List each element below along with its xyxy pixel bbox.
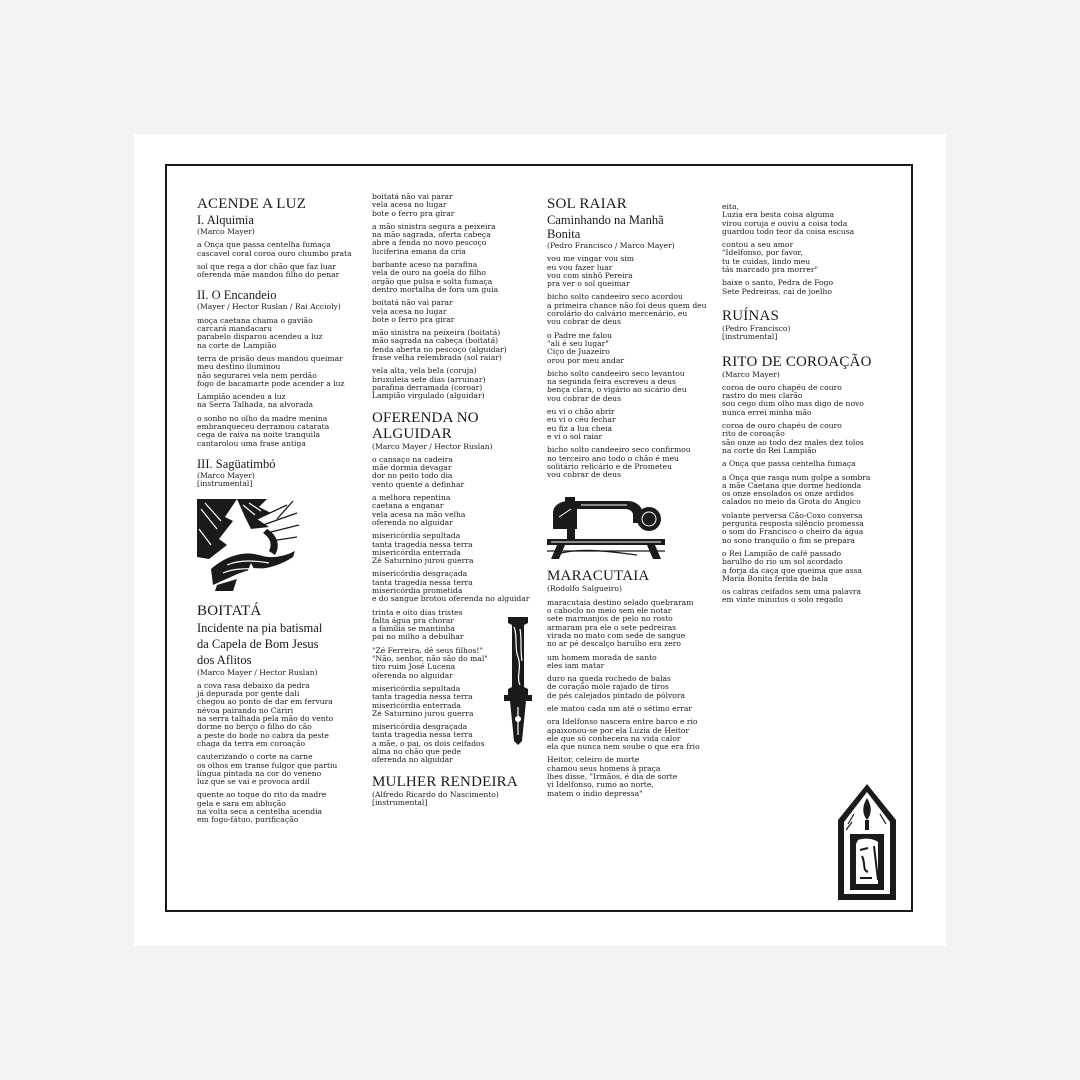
text-line: Heitor, celeiro de morte bbox=[547, 755, 640, 765]
bird-woodcut bbox=[197, 499, 301, 591]
text-line: boitatá não vai parar bbox=[372, 192, 453, 201]
text-line: na corte de Lampião bbox=[197, 340, 277, 350]
stanza bbox=[722, 474, 887, 507]
text-line: no ar pé descalço barulho era zero bbox=[547, 639, 681, 649]
text-line: orou por meu andar bbox=[547, 355, 624, 365]
stanza bbox=[722, 203, 887, 236]
credit: (Marco Mayer) bbox=[197, 470, 255, 480]
song-title: RUÍNAS bbox=[722, 307, 780, 324]
text-line: caetana a enganar bbox=[372, 501, 444, 511]
text-line: misericórdia desgraçada bbox=[372, 722, 468, 732]
song-title: MULHER RENDEIRA bbox=[372, 773, 518, 790]
text-line: barulho do rio um sol acordado bbox=[722, 557, 843, 567]
stanza bbox=[372, 329, 537, 362]
candle-face-woodcut bbox=[838, 784, 896, 900]
text-line: névoa pairando no Cariri bbox=[197, 705, 294, 715]
text-line: misericórdia desgraçada bbox=[372, 569, 468, 579]
text-line: oferenda no alguidar bbox=[372, 517, 453, 527]
stanza bbox=[547, 756, 715, 797]
text-line: guardou todo teor da coisa escusa bbox=[722, 226, 855, 236]
text-line: ALGUIDAR bbox=[372, 425, 452, 442]
text-line: vela acesa no lugar bbox=[372, 306, 447, 316]
text-line: virou coruja e ouviu a coisa toda bbox=[722, 218, 848, 228]
stanza bbox=[722, 550, 887, 583]
text-line: bruxuleia sete dias (arruinar) bbox=[372, 374, 486, 384]
text-line: matem o índio depressa" bbox=[547, 788, 643, 798]
text-line: corolário do calvário mercenário, eu bbox=[547, 309, 688, 319]
text-line: vela de ouro na goela do filho bbox=[372, 268, 486, 278]
text-line: eu vi o chão abrir bbox=[547, 407, 615, 417]
text-line: na corte do Rei Lampião bbox=[722, 445, 817, 455]
text-line: os cabras ceifados sem uma palavra bbox=[722, 587, 862, 597]
text-line: dos Aflitos bbox=[197, 652, 252, 667]
text-line: eu vou fazer luar bbox=[547, 262, 613, 272]
text-line: a mãe, o pai, os dois ceifados bbox=[372, 738, 485, 748]
text-line: coroa de ouro chapéu de couro bbox=[722, 382, 842, 392]
text-line: a forja da caça que queima que assa bbox=[722, 565, 863, 575]
text-line: tanta tragedia nessa terra bbox=[372, 692, 473, 702]
text-line: "Não, senhor, não são do mal" bbox=[372, 654, 488, 664]
text-line: no sono tranquilo o fim se prepara bbox=[722, 535, 855, 545]
text-line: carcará mandacaru bbox=[197, 324, 273, 334]
text-line: a mãe Caetana que dorme hedionda bbox=[722, 480, 862, 490]
text-line: dorme no berço o filho do cão bbox=[197, 722, 312, 732]
text-line: misericórdia enterrada bbox=[372, 700, 461, 710]
text-line: em fogo-fátuo, purificação bbox=[197, 815, 299, 825]
text-line: em vinte minutos o solo regado bbox=[722, 595, 843, 605]
text-line: são onze ao todo dez males dez tolos bbox=[722, 437, 864, 447]
text-line: moça caetana chama o gavião bbox=[197, 315, 313, 325]
stanza bbox=[372, 570, 537, 603]
text-line: Incidente na pia batismal bbox=[197, 620, 323, 635]
stanza bbox=[372, 299, 537, 324]
text-line: tanta tragedia nessa terra bbox=[372, 577, 473, 587]
text-line: de pés calejados pintado de pólvora bbox=[547, 690, 686, 700]
stanza bbox=[547, 370, 715, 403]
text-line: não segurarei vela nem perdão bbox=[197, 370, 317, 380]
text-line: Lampião acendeu a luz bbox=[197, 392, 286, 402]
text-line: vela acesa na mão velha bbox=[372, 509, 466, 519]
text-line: gela e sara em ablução bbox=[197, 798, 286, 808]
credit: (Rodolfo Salgueiro) bbox=[547, 584, 622, 594]
text-line: fenda aberta no pescoço (alguidar) bbox=[372, 344, 507, 354]
text-line: a cova rasa debaixo da pedra bbox=[197, 680, 310, 690]
text-line: pra ver o sol queimar bbox=[547, 279, 630, 289]
stanza bbox=[197, 791, 362, 824]
text-line: frase velha relembrada (sol raiar) bbox=[372, 353, 502, 363]
text-line: ora Idelfonso nascera entre barco e rio bbox=[547, 717, 698, 727]
stanza bbox=[372, 193, 537, 218]
text-line: no terceiro ano todo o chão é meu bbox=[547, 453, 679, 463]
text-line: Zé Saturnino jurou guerra bbox=[372, 556, 474, 566]
instrumental-note: [instrumental] bbox=[722, 332, 778, 342]
sewing-machine-woodcut bbox=[547, 489, 665, 559]
text-line: eu fiz a lua cheia bbox=[547, 423, 613, 433]
text-line: tanta tragedia nessa terra bbox=[372, 730, 473, 740]
text-line: já depurada por gente dali bbox=[197, 689, 300, 699]
text-line: eu vi o céu fechar bbox=[547, 415, 616, 425]
dagger-woodcut bbox=[500, 617, 536, 745]
text-line: meu destino iluminou bbox=[197, 362, 281, 372]
text-line: mão sagrada na cabeça (boitatá) bbox=[372, 336, 499, 346]
text-line: virada no mato com sede de sangue bbox=[547, 630, 686, 640]
text-line: vou cobrar de deus bbox=[547, 317, 621, 327]
text-line: embranqueceu derramou catarata bbox=[197, 422, 330, 432]
text-line: vela acesa no lugar bbox=[372, 200, 447, 210]
text-line: parafina derramada (coroar) bbox=[372, 382, 483, 392]
stanza bbox=[722, 512, 887, 545]
stanza bbox=[372, 532, 537, 565]
column-3 bbox=[547, 196, 715, 798]
part-title: II. O Encandeio bbox=[197, 288, 277, 303]
text-line: ele que só conhecera na vida calor bbox=[547, 733, 681, 743]
stanza bbox=[722, 588, 887, 605]
text-line: armaram pra ele o sete pedreiras bbox=[547, 622, 677, 632]
text-line: Luzia era besta coisa alguma bbox=[722, 210, 835, 220]
instrumental-note: [instrumental] bbox=[372, 797, 428, 807]
credit: (Pedro Francisco / Marco Mayer) bbox=[547, 241, 675, 250]
text-line: bicho solto candeeiro seco levantou bbox=[547, 368, 685, 378]
text-line: bença clara, o vigário ao sicário deu bbox=[547, 385, 687, 395]
column-2 bbox=[372, 193, 537, 807]
text-line: Caminhando na Manhã bbox=[547, 213, 664, 227]
text-line: ele matou cada um até o sétimo errar bbox=[547, 703, 693, 713]
text-line: na mão sagrada, oferta cabeça bbox=[372, 230, 491, 240]
credit: (Alfredo Ricardo do Nascimento) bbox=[372, 789, 499, 799]
text-line: um homem morada de santo bbox=[547, 652, 657, 662]
stanza bbox=[372, 494, 537, 527]
text-line: ela que nunca nem soube o que era frio bbox=[547, 742, 700, 752]
text-line: a primeira chance não foi deus quem deu bbox=[547, 300, 707, 310]
stanza bbox=[197, 753, 362, 786]
text-line: o som do Francisco o cheiro da água bbox=[722, 527, 864, 537]
text-line: maracutaia destino selado quebraram bbox=[547, 597, 694, 607]
stanza bbox=[197, 355, 362, 388]
text-line: os olhos em transe fulgor que partiu bbox=[197, 760, 338, 770]
column-4 bbox=[722, 203, 887, 605]
song-title: SOL RAIAR bbox=[547, 196, 628, 212]
text-line: vi Idelfonso, rumo ao norte, bbox=[547, 780, 654, 790]
text-line: a peste do bode no cabra da peste bbox=[197, 730, 329, 740]
stanza bbox=[547, 446, 715, 479]
text-line: misericórdia prometida bbox=[372, 585, 463, 595]
text-line: "ali é seu lugar" bbox=[547, 338, 609, 348]
text-line: na Serra Talhada, na alvorada bbox=[197, 400, 313, 410]
text-line: a Onça que passa centelha fumaça bbox=[197, 240, 331, 250]
stanza bbox=[547, 654, 715, 671]
text-line: chegou ao ponto de dar em fervura bbox=[197, 697, 333, 707]
text-line: da Capela de Bom Jesus bbox=[197, 636, 319, 651]
text-line: o Padre me falou bbox=[547, 330, 613, 340]
text-line: misericórdia sepultada bbox=[372, 531, 461, 541]
text-line: boitatá não vai parar bbox=[372, 298, 453, 308]
text-line: sou cego dum olho mas digo de novo bbox=[722, 399, 864, 409]
text-line: cauterizando o corte na carne bbox=[197, 752, 313, 762]
text-line: o cansaço na cadeira bbox=[372, 454, 453, 464]
text-line: orgão que pulsa e solta fumaça bbox=[372, 276, 493, 286]
credit: (Pedro Francisco) bbox=[722, 323, 791, 333]
text-line: o Rei Lampião de café passado bbox=[722, 548, 842, 558]
text-line: barbante aceso na parafina bbox=[372, 260, 478, 270]
text-line: vento quente a definhar bbox=[372, 479, 465, 489]
text-line: alma no chão que pede bbox=[372, 747, 462, 757]
credit: (Marco Mayer / Hector Ruslan) bbox=[372, 441, 493, 451]
text-line: vou com sinhô Pereira bbox=[547, 270, 633, 280]
text-line: lhes disse, "Irmãos, é dia de sorte bbox=[547, 772, 678, 782]
text-line: chaga da terra em coroação bbox=[197, 738, 306, 748]
text-line: vou cobrar de deus bbox=[547, 470, 621, 480]
song-title: BOITATÁ bbox=[197, 602, 262, 619]
text-line: língua pintada na cor do veneno bbox=[197, 768, 322, 778]
stanza bbox=[372, 261, 537, 294]
text-line: eita, bbox=[722, 202, 739, 211]
stanza bbox=[197, 415, 362, 448]
text-line: bicho solto candeeiro seco acordou bbox=[547, 292, 683, 302]
text-line: vou cobrar de deus bbox=[547, 393, 621, 403]
text-line: a mão sinistra segura a peixeira bbox=[372, 221, 496, 231]
stanza bbox=[547, 675, 715, 700]
stanza bbox=[372, 367, 537, 400]
credit: (Mayer / Hector Ruslan / Rai Accioly) bbox=[197, 302, 341, 312]
text-line: Lampião virgulado (alguidar) bbox=[372, 391, 485, 401]
text-line: rito de coroação bbox=[722, 429, 785, 439]
text-line: oferenda no alguidar bbox=[372, 670, 453, 680]
text-line: coroa de ouro chapéu de couro bbox=[722, 421, 842, 431]
text-line: rastro do meu clarão bbox=[722, 391, 803, 401]
text-line: "Idelfonso, por favor, bbox=[722, 248, 803, 258]
text-line: abre a fenda no novo pescoço bbox=[372, 238, 487, 248]
text-line: eles iam matar bbox=[547, 660, 605, 670]
stanza bbox=[547, 293, 715, 326]
text-line: fogo de bacamarte pode acender a luz bbox=[197, 378, 345, 388]
text-line: de coração mole rajado de tiros bbox=[547, 682, 669, 692]
text-line: solitário relicário e de Prometeu bbox=[547, 461, 672, 471]
text-line: os onze ensolados os onze ardidos bbox=[722, 489, 854, 499]
song-title: ACENDE A LUZ bbox=[197, 196, 307, 212]
text-line: dor no peito todo dia bbox=[372, 471, 453, 481]
song-title: RITO DE COROAÇÃO bbox=[722, 353, 872, 370]
text-line: falta água pra chorar bbox=[372, 615, 454, 625]
stanza bbox=[547, 255, 715, 288]
text-line: Maria Bonita ferida de bala bbox=[722, 573, 829, 583]
text-line: dentro mortalha de fora um guia bbox=[372, 284, 499, 294]
stanza bbox=[547, 332, 715, 365]
stanza bbox=[722, 422, 887, 455]
stanza bbox=[197, 682, 362, 748]
text-line: na segunda feira escreveu a deus bbox=[547, 377, 676, 387]
text-line: bote o ferro pra girar bbox=[372, 208, 455, 218]
song-subtitle bbox=[197, 620, 362, 668]
text-line: OFERENDA NO bbox=[372, 409, 479, 426]
text-line: a Onça que rasga num golpe a sombra bbox=[722, 472, 871, 482]
stanza bbox=[722, 279, 887, 296]
text-line: terra de prisão deus mandou queimar bbox=[197, 353, 343, 363]
text-line: quente ao toque do rito da madre bbox=[197, 790, 327, 800]
stanza bbox=[197, 393, 362, 410]
text-line: luz que se vai e provoca ardil bbox=[197, 777, 310, 787]
text-line: misericórdia enterrada bbox=[372, 547, 461, 557]
text-line: sete marmanjos de pelo no rosto bbox=[547, 614, 673, 624]
text-line: a família se mantinha bbox=[372, 624, 455, 634]
text-line: nunca errei minha mão bbox=[722, 407, 812, 417]
text-line: pergunta resposta silêncio promessa bbox=[722, 519, 864, 529]
text-line: bote o ferro pra girar bbox=[372, 314, 455, 324]
credit: (Marco Mayer) bbox=[197, 227, 255, 236]
text-line: "Zé Ferreira, dê seus filhos!" bbox=[372, 645, 483, 655]
part-title: III. Sagüatimbó bbox=[197, 456, 276, 471]
text-line: mão sinistra na peixeira (boitatá) bbox=[372, 328, 501, 338]
text-line: Bonita bbox=[547, 227, 581, 241]
text-line: calados no meio da Grota do Angico bbox=[722, 497, 861, 507]
stanza bbox=[197, 317, 362, 350]
text-line: cega de raiva na noite tranquila bbox=[197, 430, 321, 440]
text-line: luciferina emana da cria bbox=[372, 246, 466, 256]
text-line: Zé Saturnino jurou guerra bbox=[372, 708, 474, 718]
text-line: misericórdia sepultada bbox=[372, 683, 461, 693]
text-line: volante perversa Cão-Coxo conversa bbox=[722, 510, 863, 520]
stanza bbox=[722, 241, 887, 274]
stanza bbox=[547, 408, 715, 441]
text-line: chamou seus homens à praça bbox=[547, 763, 661, 773]
stanza bbox=[197, 263, 362, 280]
text-line: sol que rega a dor chão que faz luar bbox=[197, 261, 336, 271]
song-title: MARACUTAIA bbox=[547, 568, 650, 585]
text-line: mãe dormia devagar bbox=[372, 463, 452, 473]
stanza bbox=[372, 223, 537, 256]
credit: (Marco Mayer / Hector Ruslan) bbox=[197, 667, 318, 677]
text-line: e vi o sol raiar bbox=[547, 431, 603, 441]
text-line: vela alta, vela bela (coruja) bbox=[372, 366, 477, 376]
stanza bbox=[722, 384, 887, 417]
text-line: bicho solto candeeiro seco confirmou bbox=[547, 445, 691, 455]
text-line: parabelo disparou acendeu a luz bbox=[197, 332, 323, 342]
text-line: cascavel coral coroa ouro chumbo prata bbox=[197, 248, 352, 258]
stanza bbox=[547, 599, 715, 649]
stanza bbox=[722, 460, 887, 468]
instrumental-note: [instrumental] bbox=[197, 479, 253, 489]
text-line: duro na queda rochedo de balas bbox=[547, 674, 671, 684]
song-title bbox=[372, 410, 537, 442]
text-line: oferenda mãe mandou filho do penar bbox=[197, 270, 340, 280]
text-line: baixe o santo, Pedra de Fogo bbox=[722, 278, 834, 288]
text-line: e do sangue brotou oferenda no alguidar bbox=[372, 594, 530, 604]
text-line: na serra talhada pela mão do vento bbox=[197, 714, 334, 724]
text-line: o sonho no olho da madre menina bbox=[197, 413, 328, 423]
credit: (Marco Mayer) bbox=[722, 369, 780, 379]
text-line: trinta e oito dias tristes bbox=[372, 607, 463, 617]
text-line: contou a seu amor bbox=[722, 240, 794, 250]
text-line: Ciço de Juazeiro bbox=[547, 347, 610, 357]
text-line: a Onça que passa centelha fumaça bbox=[722, 459, 856, 469]
text-line: a melhora repentina bbox=[372, 493, 451, 503]
stanza bbox=[547, 705, 715, 713]
part-title: I. Alquimia bbox=[197, 213, 254, 227]
text-line: pai no milho a debulhar bbox=[372, 632, 464, 642]
text-line: oferenda no alguidar bbox=[372, 755, 453, 765]
text-line: Sete Pedreiras, cai de joelho bbox=[722, 286, 832, 296]
text-line: tanta tragedia nessa terra bbox=[372, 539, 473, 549]
stanza bbox=[197, 241, 362, 258]
text-line: na volta seca a centelha acendia bbox=[197, 806, 323, 816]
song-subtitle bbox=[547, 213, 715, 241]
text-line: tiro ruim José Lucena bbox=[372, 662, 456, 672]
text-line: apaixonou-se por ela Luzia de Heitor bbox=[547, 725, 690, 735]
text-line: o caboclo no meio sem ele notar bbox=[547, 606, 672, 616]
stanza bbox=[372, 456, 537, 489]
text-line: cantarolou uma frase antiga bbox=[197, 438, 306, 448]
text-line: tu te cuidas, lindo meu bbox=[722, 256, 811, 266]
stanza bbox=[547, 718, 715, 751]
text-line: tás marcado pra morrer" bbox=[722, 265, 818, 275]
column-1 bbox=[197, 196, 362, 825]
text-line: vou me vingar vou sim bbox=[547, 254, 635, 264]
